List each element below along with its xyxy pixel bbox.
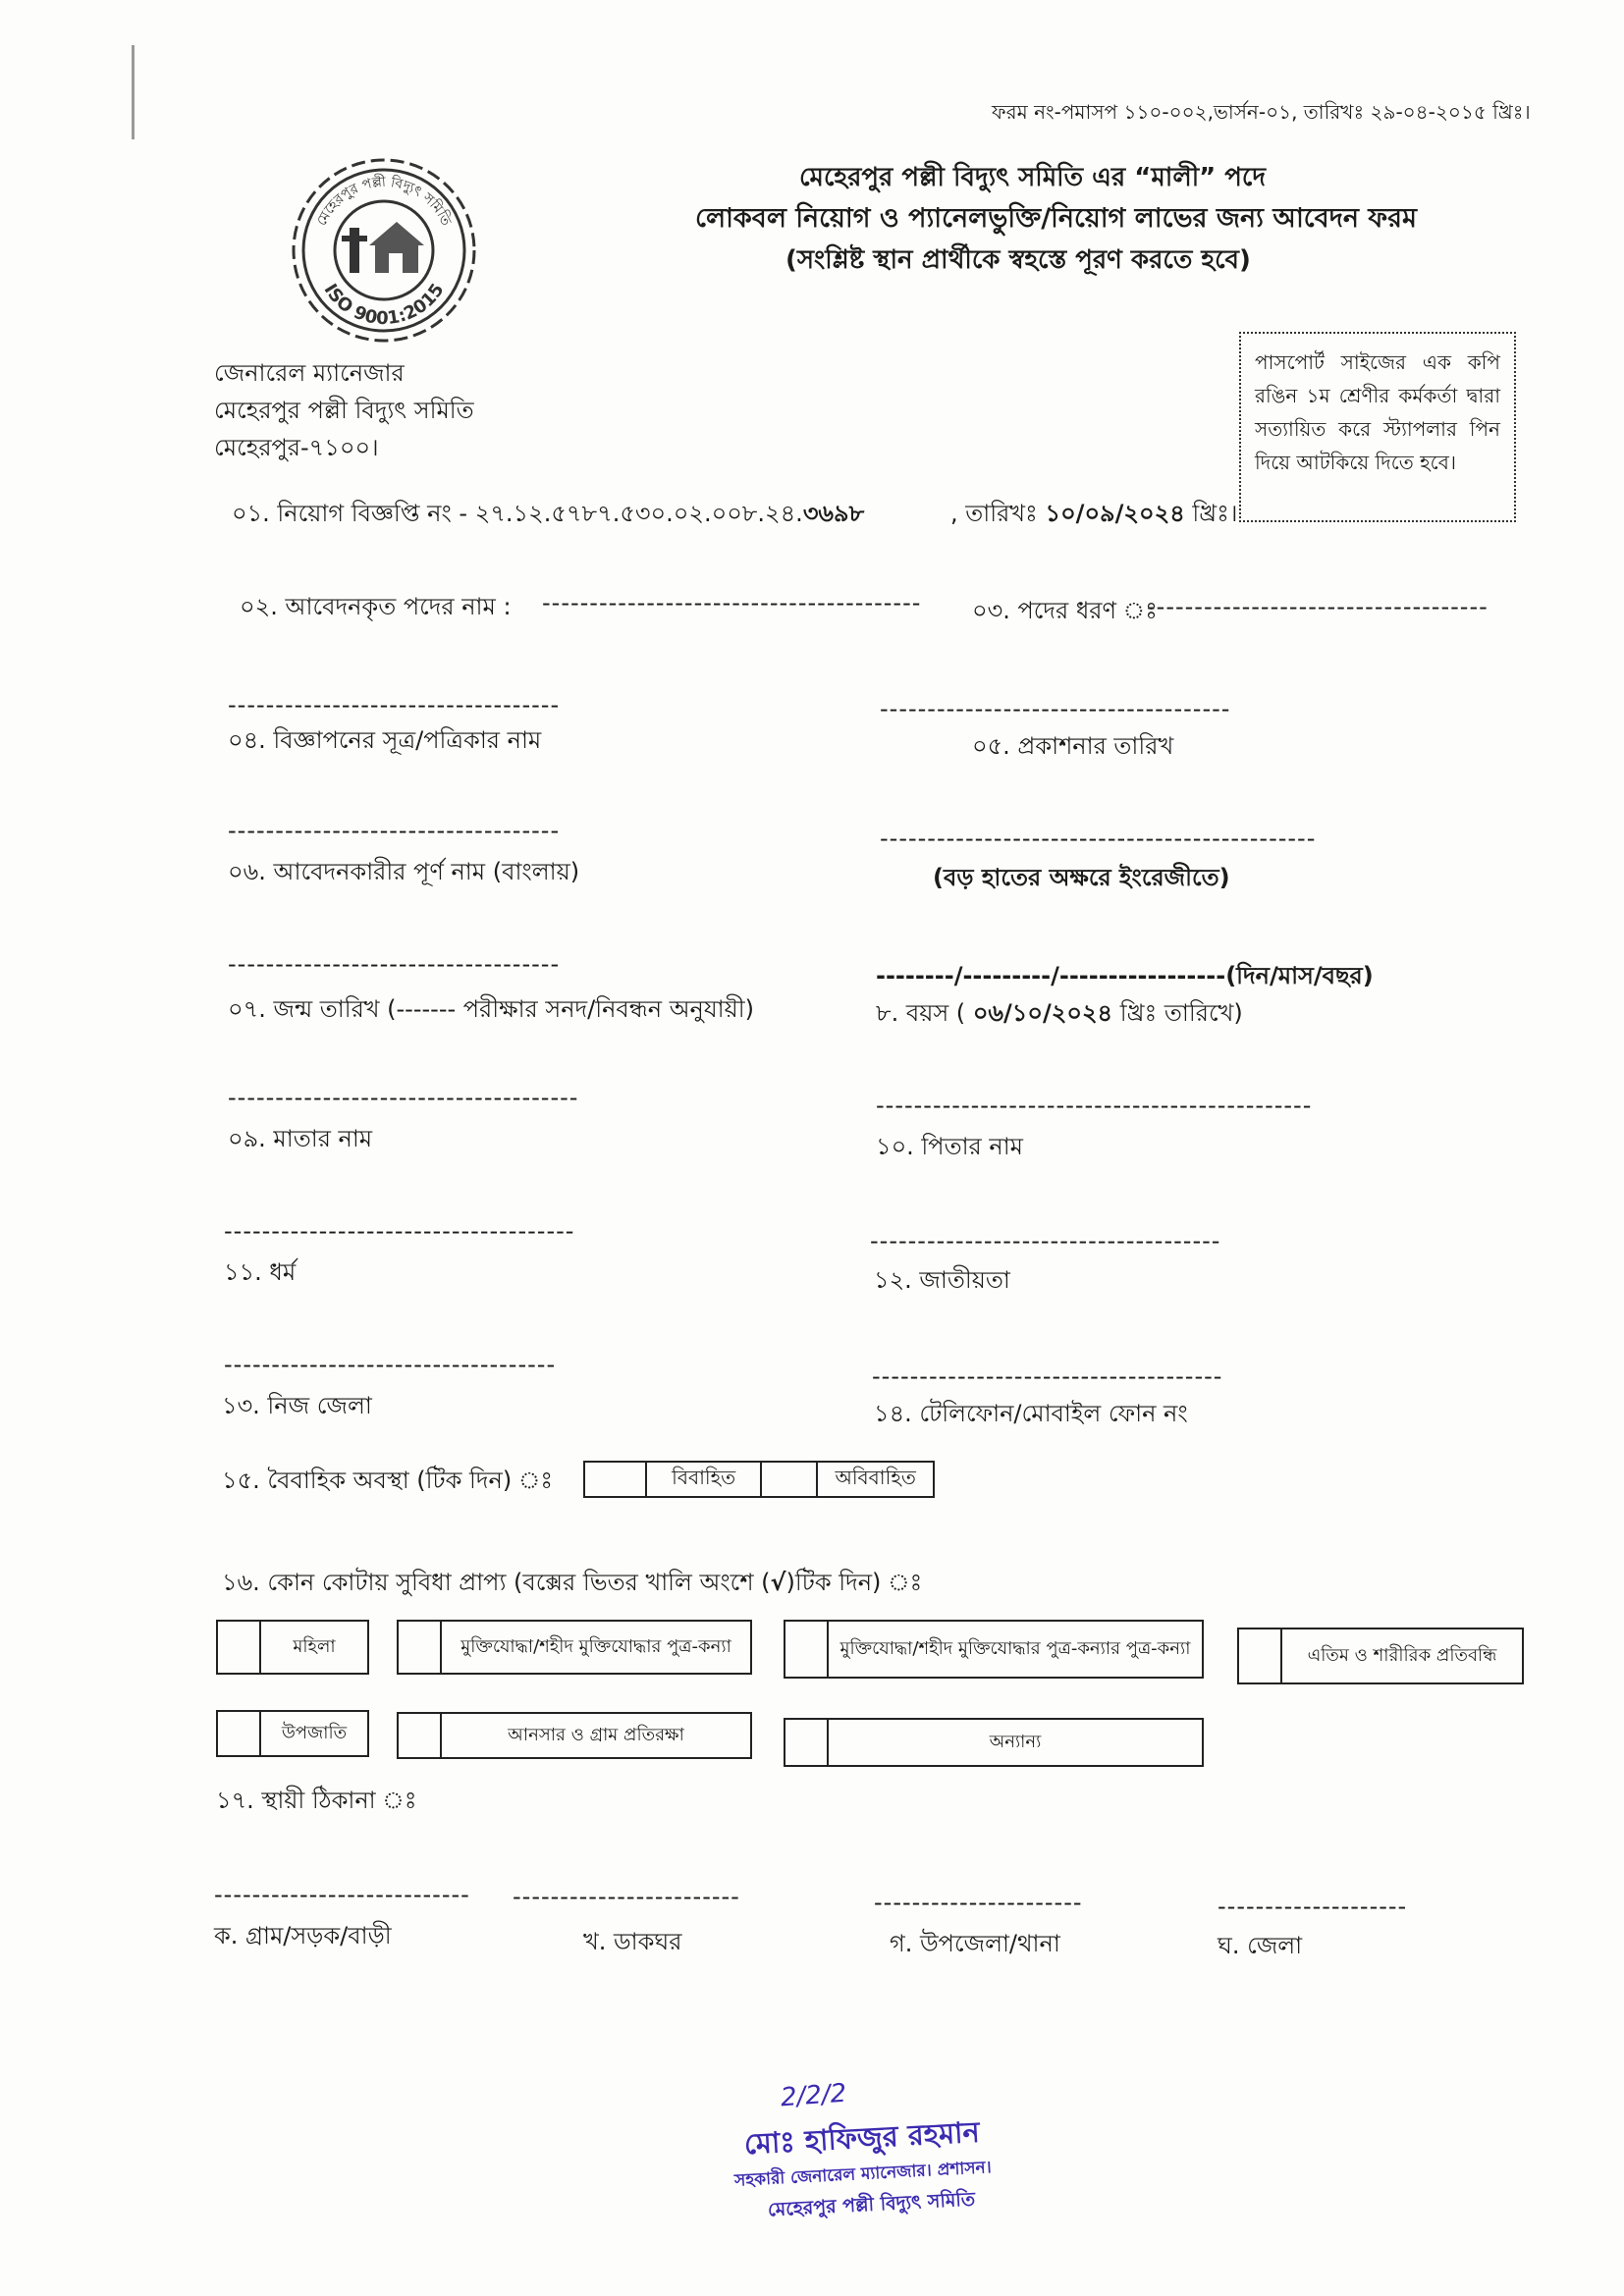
- field-04-label: ০৪. বিজ্ঞাপনের সূত্র/পত্রিকার নাম: [228, 726, 542, 754]
- quota-freedom-fighter-child[interactable]: [397, 1620, 752, 1675]
- header-line-1: মেহেরপুর পল্লী বিদ্যুৎ সমিতি এর “মালী” পদে: [799, 163, 1267, 192]
- field-01-date-value: ১০/০৯/২০২৪: [1045, 500, 1185, 527]
- married-checkbox[interactable]: [585, 1463, 647, 1496]
- quota-ansar-checkbox[interactable]: [399, 1714, 442, 1757]
- field-08-prefix: ৮. বয়স (: [876, 999, 966, 1027]
- quota-tribal[interactable]: [216, 1710, 369, 1757]
- field-16-label-text: ১৬. কোন কোটায় সুবিধা প্রাপ্য (বক্সের ভিতর খালি অংশে (: [222, 1569, 771, 1596]
- recipient-address: মেহেরপুর-৭১০০।: [214, 434, 379, 461]
- address-post-blank[interactable]: ------------------------: [513, 1883, 740, 1910]
- quota-others[interactable]: [784, 1718, 1204, 1767]
- field-13-label: ১৩. নিজ জেলা: [222, 1392, 372, 1419]
- field-16-label: [222, 1565, 922, 1604]
- address-upazila-blank[interactable]: ----------------------: [874, 1889, 1083, 1916]
- svg-text:ISO 9001:2015: [319, 280, 448, 329]
- field-14-blank[interactable]: -------------------------------------: [872, 1362, 1223, 1390]
- field-10-blank[interactable]: ----------------------------------------------: [876, 1092, 1313, 1119]
- field-17-label: ১৭. স্থায়ী ঠিকানা ঃ: [216, 1787, 417, 1814]
- field-03-post-type-label: ০৩. পদের ধরণ ঃ: [972, 597, 1158, 624]
- field-05-label: ০৫. প্রকাশনার তারিখ: [972, 732, 1174, 760]
- field-12-label: ১২. জাতীয়তা: [874, 1266, 1010, 1294]
- field-01-date-label: , তারিখঃ: [950, 500, 1038, 527]
- quota-tribal-checkbox[interactable]: [218, 1712, 261, 1755]
- field-11-blank[interactable]: -------------------------------------: [224, 1217, 575, 1245]
- field-12-blank[interactable]: -------------------------------------: [870, 1227, 1221, 1255]
- field-16-label-suffix: )টিক দিন) ঃ: [785, 1569, 923, 1596]
- pbs-logo-icon: [281, 147, 487, 353]
- field-01-label: ০১. নিয়োগ বিজ্ঞপ্তি নং - ২৭.১২.৫৭৮৭.৫৩০.০২.০০৮.২৪.: [232, 500, 803, 527]
- quota-others-label: অন্যান্য: [989, 1732, 1042, 1752]
- logo-ring-text: মেহেরপুর পল্লী বিদ্যুৎ সমিতি: [313, 174, 455, 229]
- address-district-label: ঘ. জেলা: [1218, 1932, 1303, 1959]
- quota-women-label: মহিলা: [293, 1636, 336, 1657]
- field-08-age: [876, 995, 1243, 1035]
- form-reference: ফরম নং-পমাসপ ১১০-০০২,ভার্সন-০১, তারিখঃ ২৯-০৪-২০১৫ খ্রিঃ।: [992, 100, 1531, 124]
- field-08-dob-line[interactable]: --------/---------/-----------------(দিন/মাস/বছর): [876, 962, 1374, 989]
- field-09-blank[interactable]: -------------------------------------: [228, 1084, 579, 1111]
- field-07-blank[interactable]: -----------------------------------: [228, 950, 561, 978]
- address-post-label: খ. ডাকঘর: [583, 1928, 682, 1955]
- tick-mark-icon: √: [770, 1569, 786, 1596]
- quota-orphan-label: এতিম ও শারীরিক প্রতিবন্ধি: [1307, 1645, 1497, 1666]
- passport-photo-box: পাসপোর্ট সাইজের এক কপি রঙিন ১ম শ্রেণীর কর্মকর্তা দ্বারা সত্যায়িত করে স্ট্যাপলার পিন দিয়ে আটকিয়ে দিতে হবে।: [1239, 332, 1516, 522]
- quota-ff-child-label: মুক্তিযোদ্ধা/শহীদ মুক্তিযোদ্ধার পুত্র-কন্যা: [460, 1636, 731, 1657]
- married-label: বিবাহিত: [647, 1463, 762, 1496]
- field-01-number: ৩৬৯৮: [802, 500, 865, 527]
- quota-others-checkbox[interactable]: [785, 1720, 829, 1765]
- scan-margin-mark: [132, 45, 135, 139]
- quota-ff-grandchild-checkbox[interactable]: [785, 1622, 829, 1677]
- field-04-blank[interactable]: -----------------------------------: [228, 691, 561, 719]
- address-district-blank[interactable]: --------------------: [1218, 1893, 1408, 1920]
- header-line-2: লোকবল নিয়োগ ও প্যানেলভুক্তি/নিয়োগ লাভের জন্য আবেদন ফরম: [695, 203, 1417, 234]
- address-village-blank[interactable]: ---------------------------: [214, 1881, 470, 1908]
- quota-ff-child-checkbox[interactable]: [399, 1622, 442, 1673]
- signer-name: মোঃ হাফিজুর রহমান: [743, 2114, 981, 2162]
- field-02-post-name-blank[interactable]: ----------------------------------------: [542, 589, 922, 616]
- field-01-circular-no: [232, 496, 864, 535]
- field-06-blank[interactable]: -----------------------------------: [228, 817, 561, 844]
- unmarried-label: অবিবাহিত: [835, 1465, 916, 1489]
- quota-freedom-fighter-grandchild[interactable]: [784, 1620, 1204, 1679]
- field-09-label: ০৯. মাতার নাম: [228, 1125, 373, 1152]
- field-01-date-suffix: খ্রিঃ।: [1192, 500, 1238, 527]
- field-15-label: ১৫. বৈবাহিক অবস্থা (টিক দিন) ঃ: [222, 1467, 554, 1494]
- field-07-label: ০৭. জন্ম তারিখ (------- পরীক্ষার সনদ/নিবন্ধন অনুযায়ী): [228, 995, 755, 1023]
- field-02-post-name-label: ০২. আবেদনকৃত পদের নাম :: [240, 593, 512, 620]
- signer-organization: মেহেরপুর পল্লী বিদ্যুৎ সমিতি: [767, 2188, 976, 2221]
- address-upazila-label: গ. উপজেলা/থানা: [890, 1930, 1060, 1957]
- field-10-label: ১০. পিতার নাম: [876, 1133, 1024, 1160]
- header-line-3: (সংশ্লিষ্ট স্থান প্রার্থীকে স্বহস্তে পূরণ করতে হবে): [785, 245, 1251, 275]
- quota-ansar[interactable]: [397, 1712, 752, 1759]
- field-06-en-blank[interactable]: ----------------------------------------------: [880, 825, 1317, 852]
- quota-orphan-disabled[interactable]: [1237, 1628, 1524, 1684]
- quota-tribal-label: উপজাতি: [281, 1723, 348, 1743]
- field-03-post-type-blank[interactable]: ------------------------------------: [1147, 593, 1489, 620]
- field-14-label: ১৪. টেলিফোন/মোবাইল ফোন নং: [874, 1400, 1188, 1427]
- field-01-date: [950, 496, 1238, 535]
- field-06-en-label: (বড় হাতের অক্ষরে ইংরেজীতে): [933, 864, 1230, 891]
- quota-women-checkbox[interactable]: [218, 1622, 261, 1673]
- pbs-logo: [281, 147, 487, 353]
- signer-designation: সহকারী জেনারেল ম্যানেজার। প্রশাসন।: [733, 2158, 993, 2191]
- field-11-label: ১১. ধর্ম: [224, 1258, 297, 1286]
- field-05-blank[interactable]: -------------------------------------: [880, 695, 1231, 722]
- recipient-org: মেহেরপুর পল্লী বিদ্যুৎ সমিতি: [214, 397, 474, 424]
- signature-scribble: 2/2/2: [780, 2078, 848, 2113]
- recipient-title: জেনারেল ম্যানেজার: [214, 359, 405, 387]
- unmarried-checkbox[interactable]: [762, 1463, 818, 1496]
- quota-orphan-checkbox[interactable]: [1239, 1629, 1282, 1682]
- field-13-blank[interactable]: -----------------------------------: [224, 1351, 557, 1378]
- field-08-date: ০৬/১০/২০২৪: [972, 999, 1113, 1027]
- field-06-label: ০৬. আবেদনকারীর পূর্ণ নাম (বাংলায়): [228, 858, 580, 885]
- logo-iso-text: ISO 9001:2015: [319, 280, 449, 330]
- marital-status-group: [583, 1461, 935, 1498]
- field-08-suffix: খ্রিঃ তারিখে): [1119, 999, 1243, 1027]
- address-village-label: ক. গ্রাম/সড়ক/বাড়ী: [214, 1922, 392, 1949]
- quota-ansar-label: আনসার ও গ্রাম প্রতিরক্ষা: [508, 1725, 684, 1745]
- quota-ff-grandchild-label: মুক্তিযোদ্ধা/শহীদ মুক্তিযোদ্ধার পুত্র-কন্যার পুত্র-কন্যা: [839, 1638, 1191, 1659]
- quota-women[interactable]: [216, 1620, 369, 1675]
